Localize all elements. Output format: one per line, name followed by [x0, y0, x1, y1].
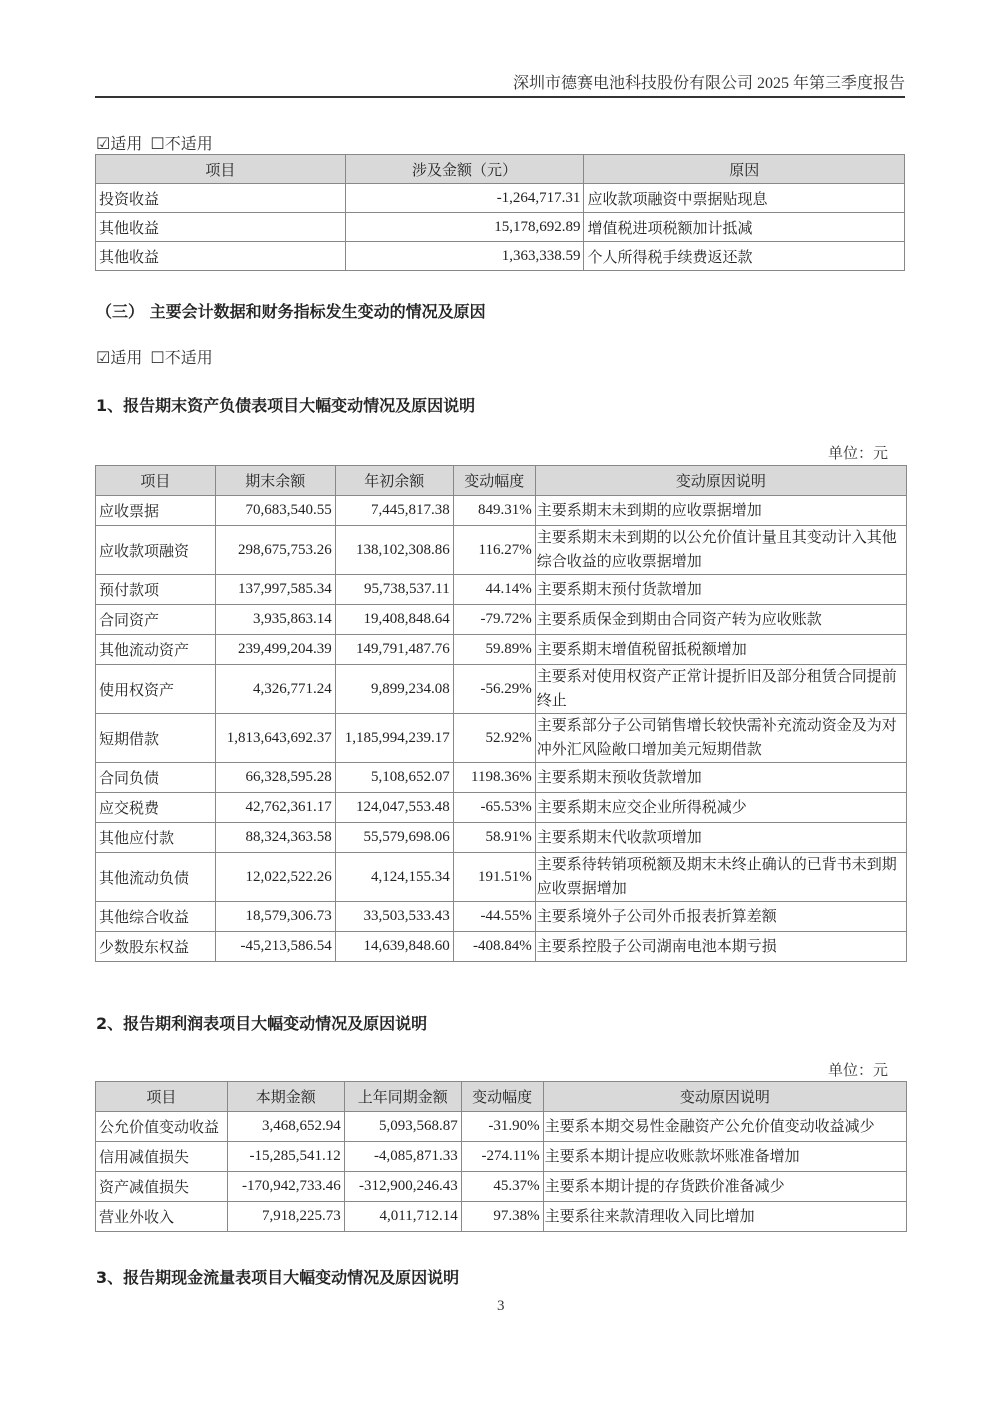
- cell-opening-balance: 124,047,553.48: [335, 793, 453, 823]
- cell-change-rate: -44.55%: [453, 902, 535, 932]
- cell-ending-balance: 12,022,522.26: [215, 853, 335, 902]
- cell-item: 应收款项融资: [96, 526, 216, 575]
- cell-item: 营业外收入: [96, 1202, 228, 1232]
- table-row: [96, 605, 907, 635]
- cell-change-rate: -79.72%: [453, 605, 535, 635]
- table-row: [96, 1142, 907, 1172]
- col-header-change-rate: 变动幅度: [461, 1082, 543, 1112]
- table-row: [96, 635, 907, 665]
- col-header-opening-balance: 年初余额: [335, 466, 453, 496]
- cell-ending-balance: 3,935,863.14: [215, 605, 335, 635]
- applicable-checkbox-checked[interactable]: ☑适用: [96, 350, 143, 367]
- cell-ending-balance: 4,326,771.24: [215, 665, 335, 714]
- cell-change-reason: 主要系部分子公司销售增长较快需补充流动资金及为对冲外汇风险敞口增加美元短期借款: [535, 714, 906, 763]
- balance-sheet-unit: 单位：元: [827, 446, 888, 462]
- cell-current-amount: 3,468,652.94: [227, 1112, 344, 1142]
- table-row: [96, 853, 907, 902]
- income-statement-changes-table: [95, 1081, 907, 1232]
- col-header-prior-amount: 上年同期金额: [344, 1082, 461, 1112]
- cell-item: 应收票据: [96, 496, 216, 526]
- cell-change-rate: 45.37%: [461, 1172, 543, 1202]
- cell-item: 少数股东权益: [96, 932, 216, 962]
- cell-change-reason: 主要系本期计提应收账款坏账准备增加: [543, 1142, 906, 1172]
- cell-change-rate: -408.84%: [453, 932, 535, 962]
- table-row: [96, 714, 907, 763]
- col-header-current-amount: 本期金额: [227, 1082, 344, 1112]
- cell-item: 短期借款: [96, 714, 216, 763]
- table-row: [96, 902, 907, 932]
- table-row: [96, 793, 907, 823]
- cell-change-rate: -65.53%: [453, 793, 535, 823]
- cell-change-reason: 主要系待转销项税额及期末未终止确认的已背书未到期应收票据增加: [535, 853, 906, 902]
- cell-opening-balance: 1,185,994,239.17: [335, 714, 453, 763]
- cell-ending-balance: 298,675,753.26: [215, 526, 335, 575]
- cell-item: 其他综合收益: [96, 902, 216, 932]
- report-header-title: 深圳市德赛电池科技股份有限公司 2025 年第三季度报告: [512, 75, 905, 92]
- cell-opening-balance: 33,503,533.43: [335, 902, 453, 932]
- cell-reason: 增值税进项税额加计抵减: [584, 213, 905, 242]
- cell-change-rate: 52.92%: [453, 714, 535, 763]
- table-row: [96, 763, 907, 793]
- cell-amount: 15,178,692.89: [345, 213, 584, 242]
- cell-opening-balance: 5,108,652.07: [335, 763, 453, 793]
- cell-amount: 1,363,338.59: [345, 242, 584, 271]
- cell-item: 信用减值损失: [96, 1142, 228, 1172]
- table-row: [96, 823, 907, 853]
- balance-sheet-section-title: 1、报告期末资产负债表项目大幅变动情况及原因说明: [96, 396, 476, 415]
- cell-item: 合同负债: [96, 763, 216, 793]
- cell-prior-amount: 4,011,712.14: [344, 1202, 461, 1232]
- cell-change-rate: -56.29%: [453, 665, 535, 714]
- not-applicable-checkbox[interactable]: ☐不适用: [150, 350, 213, 367]
- cell-change-reason: 主要系本期计提的存货跌价准备减少: [543, 1172, 906, 1202]
- cell-change-reason: 主要系境外子公司外币报表折算差额: [535, 902, 906, 932]
- table-row: [96, 242, 905, 271]
- cell-opening-balance: 7,445,817.38: [335, 496, 453, 526]
- cell-change-rate: 58.91%: [453, 823, 535, 853]
- cell-item: 应交税费: [96, 793, 216, 823]
- cell-item: 其他流动资产: [96, 635, 216, 665]
- table-row: [96, 575, 907, 605]
- cell-ending-balance: -45,213,586.54: [215, 932, 335, 962]
- cell-item: 其他收益: [96, 242, 346, 271]
- cell-change-rate: 191.51%: [453, 853, 535, 902]
- applicable-checkbox-checked[interactable]: ☑适用: [96, 136, 143, 153]
- cell-opening-balance: 138,102,308.86: [335, 526, 453, 575]
- col-header-item: 项目: [96, 466, 216, 496]
- table-row: [96, 213, 905, 242]
- cell-change-reason: 主要系期末预付货款增加: [535, 575, 906, 605]
- cell-reason: 应收款项融资中票据贴现息: [584, 184, 905, 213]
- cell-item: 公允价值变动收益: [96, 1112, 228, 1142]
- cashflow-section-title: 3、报告期现金流量表项目大幅变动情况及原因说明: [96, 1268, 460, 1287]
- cell-item: 其他应付款: [96, 823, 216, 853]
- col-header-ending-balance: 期末余额: [215, 466, 335, 496]
- cell-current-amount: -170,942,733.46: [227, 1172, 344, 1202]
- table-row: [96, 665, 907, 714]
- col-header-item: 项目: [96, 155, 346, 184]
- cell-change-reason: 主要系本期交易性金融资产公允价值变动收益减少: [543, 1112, 906, 1142]
- cell-ending-balance: 239,499,204.39: [215, 635, 335, 665]
- applicability-options-2: [96, 345, 213, 368]
- cell-item: 投资收益: [96, 184, 346, 213]
- cell-change-rate: 59.89%: [453, 635, 535, 665]
- cell-ending-balance: 42,762,361.17: [215, 793, 335, 823]
- cell-change-reason: 主要系期末应交企业所得税减少: [535, 793, 906, 823]
- table-row: [96, 184, 905, 213]
- cell-reason: 个人所得税手续费返还款: [584, 242, 905, 271]
- table-header-row: [96, 1082, 907, 1112]
- col-header-change-reason: 变动原因说明: [535, 466, 906, 496]
- cell-prior-amount: -4,085,871.33: [344, 1142, 461, 1172]
- cell-change-rate: 1198.36%: [453, 763, 535, 793]
- cell-change-rate: 116.27%: [453, 526, 535, 575]
- col-header-change-reason: 变动原因说明: [543, 1082, 906, 1112]
- cell-opening-balance: 9,899,234.08: [335, 665, 453, 714]
- col-header-amount: 涉及金额（元）: [345, 155, 584, 184]
- cell-ending-balance: 137,997,585.34: [215, 575, 335, 605]
- cell-opening-balance: 149,791,487.76: [335, 635, 453, 665]
- table-header-row: [96, 466, 907, 496]
- table-row: [96, 1202, 907, 1232]
- table-row: [96, 496, 907, 526]
- cell-change-reason: 主要系控股子公司湖南电池本期亏损: [535, 932, 906, 962]
- cell-change-rate: -31.90%: [461, 1112, 543, 1142]
- cell-item: 使用权资产: [96, 665, 216, 714]
- cell-opening-balance: 4,124,155.34: [335, 853, 453, 902]
- table-row: [96, 1112, 907, 1142]
- cell-item: 资产减值损失: [96, 1172, 228, 1202]
- col-header-change-rate: 变动幅度: [453, 466, 535, 496]
- nonrecurring-items-table: [95, 154, 905, 271]
- cell-ending-balance: 70,683,540.55: [215, 496, 335, 526]
- income-statement-unit: 单位：元: [827, 1063, 888, 1079]
- cell-opening-balance: 55,579,698.06: [335, 823, 453, 853]
- cell-ending-balance: 18,579,306.73: [215, 902, 335, 932]
- table-row: [96, 526, 907, 575]
- page-number: 3: [497, 1298, 505, 1314]
- cell-change-reason: 主要系对使用权资产正常计提折旧及部分租赁合同提前终止: [535, 665, 906, 714]
- cell-current-amount: -15,285,541.12: [227, 1142, 344, 1172]
- cell-ending-balance: 88,324,363.58: [215, 823, 335, 853]
- table-row: [96, 1172, 907, 1202]
- cell-item: 合同资产: [96, 605, 216, 635]
- section-title-3: （三） 主要会计数据和财务指标发生变动的情况及原因: [96, 302, 486, 321]
- cell-opening-balance: 19,408,848.64: [335, 605, 453, 635]
- col-header-reason: 原因: [584, 155, 905, 184]
- cell-opening-balance: 95,738,537.11: [335, 575, 453, 605]
- cell-ending-balance: 1,813,643,692.37: [215, 714, 335, 763]
- cell-change-reason: 主要系往来款清理收入同比增加: [543, 1202, 906, 1232]
- table-header-row: [96, 155, 905, 184]
- not-applicable-checkbox[interactable]: ☐不适用: [150, 136, 213, 153]
- cell-item: 其他收益: [96, 213, 346, 242]
- cell-change-rate: 44.14%: [453, 575, 535, 605]
- cell-change-reason: 主要系期末增值税留抵税额增加: [535, 635, 906, 665]
- cell-change-reason: 主要系期末预收货款增加: [535, 763, 906, 793]
- cell-prior-amount: 5,093,568.87: [344, 1112, 461, 1142]
- cell-item: 其他流动负债: [96, 853, 216, 902]
- applicability-options-1: [96, 131, 213, 154]
- cell-current-amount: 7,918,225.73: [227, 1202, 344, 1232]
- cell-amount: -1,264,717.31: [345, 184, 584, 213]
- cell-opening-balance: 14,639,848.60: [335, 932, 453, 962]
- cell-change-reason: 主要系期末代收款项增加: [535, 823, 906, 853]
- cell-change-rate: -274.11%: [461, 1142, 543, 1172]
- col-header-item: 项目: [96, 1082, 228, 1112]
- cell-ending-balance: 66,328,595.28: [215, 763, 335, 793]
- cell-change-rate: 849.31%: [453, 496, 535, 526]
- cell-change-rate: 97.38%: [461, 1202, 543, 1232]
- cell-prior-amount: -312,900,246.43: [344, 1172, 461, 1202]
- header-divider: [95, 96, 905, 98]
- cell-change-reason: 主要系期末未到期的应收票据增加: [535, 496, 906, 526]
- cell-item: 预付款项: [96, 575, 216, 605]
- balance-sheet-changes-table: [95, 465, 907, 962]
- cell-change-reason: 主要系期末未到期的以公允价值计量且其变动计入其他综合收益的应收票据增加: [535, 526, 906, 575]
- table-row: [96, 932, 907, 962]
- income-statement-section-title: 2、报告期利润表项目大幅变动情况及原因说明: [96, 1014, 428, 1033]
- cell-change-reason: 主要系质保金到期由合同资产转为应收账款: [535, 605, 906, 635]
